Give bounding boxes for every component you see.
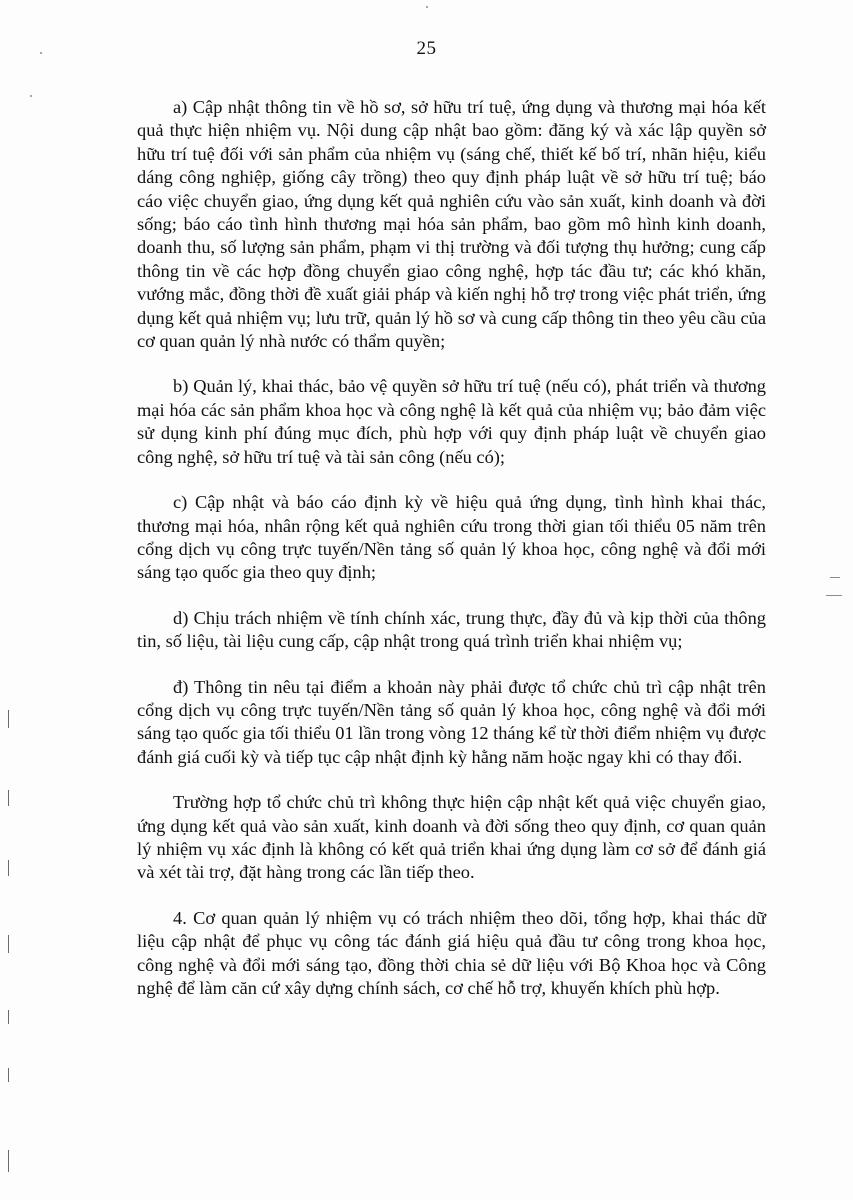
- paragraph-d: d) Chịu trách nhiệm về tính chính xác, trung thực, đầy đủ và kịp thời của thông tin, số liệu, tài liệu cung cấp, cập nhật trong quá trình triển khai nhiệm vụ;: [137, 607, 766, 652]
- scan-speck: [826, 595, 842, 596]
- paragraph-c: c) Cập nhật và báo cáo định kỳ về hiệu quả ứng dụng, tình hình khai thác, thương mại hóa, nhân rộng kết quả nghiên cứu trong thời gian tối thiểu 05 năm trên cổng dịch vụ công trực tuyến/Nền tảng số quản lý khoa học, công nghệ và đổi mới sáng tạo quốc gia theo quy định;: [137, 492, 766, 583]
- paragraph-note: Trường hợp tổ chức chủ trì không thực hiện cập nhật kết quả việc chuyển giao, ứng dụng kết quả vào sản xuất, kinh doanh và đời sống theo quy định, cơ quan quản lý nhiệm vụ xác định là không có kết quả triển khai ứng dụng làm cơ sở để đánh giá và xét tài trợ, đặt hàng trong các lần tiếp theo.: [137, 792, 766, 883]
- page-number: 25: [416, 38, 437, 59]
- scan-margin-line: [8, 1068, 9, 1082]
- scan-margin-line: [8, 710, 9, 728]
- scan-speck: [830, 577, 840, 578]
- paragraph-a: a) Cập nhật thông tin về hồ sơ, sở hữu trí tuệ, ứng dụng và thương mại hóa kết quả thực hiện nhiệm vụ. Nội dung cập nhật bao gồm: đăng ký và xác lập quyền sở hữu trí tuệ đối với sản phẩm của nhiệm vụ (sáng chế, thiết kế bố trí, nhãn hiệu, kiểu dáng công nghiệp, giống cây trồng) theo quy định pháp luật về sở hữu trí tuệ; báo cáo việc chuyển giao, ứng dụng kết quả nghiên cứu vào sản xuất, kinh doanh và đời sống; báo cáo tình hình thương mại hóa sản phẩm, bao gồm mô hình kinh doanh, doanh thu, số lượng sản phẩm, phạm vi thị trường và đối tượng thụ hưởng; cung cấp thông tin về các hợp đồng chuyển giao công nghệ, hợp tác đầu tư; các khó khăn, vướng mắc, đồng thời đề xuất giải pháp và kiến nghị hỗ trợ trong việc phát triển, ứng dụng kết quả nhiệm vụ; lưu trữ, quản lý hồ sơ và cung cấp thông tin theo yêu cầu của cơ quan quản lý nhà nước có thẩm quyền;: [137, 97, 766, 352]
- scan-margin-line: [8, 860, 9, 876]
- scan-speck: [30, 95, 32, 97]
- scan-speck: [426, 6, 428, 8]
- scan-margin-line: [8, 790, 9, 806]
- paragraph-4: 4. Cơ quan quản lý nhiệm vụ có trách nhiệm theo dõi, tổng hợp, khai thác dữ liệu cập nhật để phục vụ công tác đánh giá hiệu quả đầu tư công trong khoa học, công nghệ và đổi mới sáng tạo, đồng thời chia sẻ dữ liệu với Bộ Khoa học và Công nghệ để làm căn cứ xây dựng chính sách, cơ chế hỗ trợ, khuyến khích phù hợp.: [137, 907, 766, 998]
- scan-margin-line: [8, 1010, 9, 1024]
- scan-margin-line: [8, 1150, 9, 1172]
- scan-margin-line: [8, 935, 9, 953]
- paragraph-dd: đ) Thông tin nêu tại điểm a khoản này phải được tổ chức chủ trì cập nhật trên cổng dịch vụ công trực tuyến/Nền tảng số quản lý khoa học, công nghệ và đổi mới sáng tạo quốc gia tối thiểu 01 lần trong vòng 12 tháng kể từ thời điểm nhiệm vụ được đánh giá cuối kỳ và tiếp tục cập nhật định kỳ hằng năm hoặc ngay khi có thay đổi.: [137, 676, 766, 767]
- paragraph-b: b) Quản lý, khai thác, bảo vệ quyền sở hữu trí tuệ (nếu có), phát triển và thương mại hóa các sản phẩm khoa học và công nghệ là kết quả của nhiệm vụ; bảo đảm việc sử dụng kinh phí đúng mục đích, phù hợp với quy định pháp luật về chuyển giao công nghệ, sở hữu trí tuệ và tài sản công (nếu có);: [137, 376, 766, 467]
- document-body: [137, 96, 766, 1022]
